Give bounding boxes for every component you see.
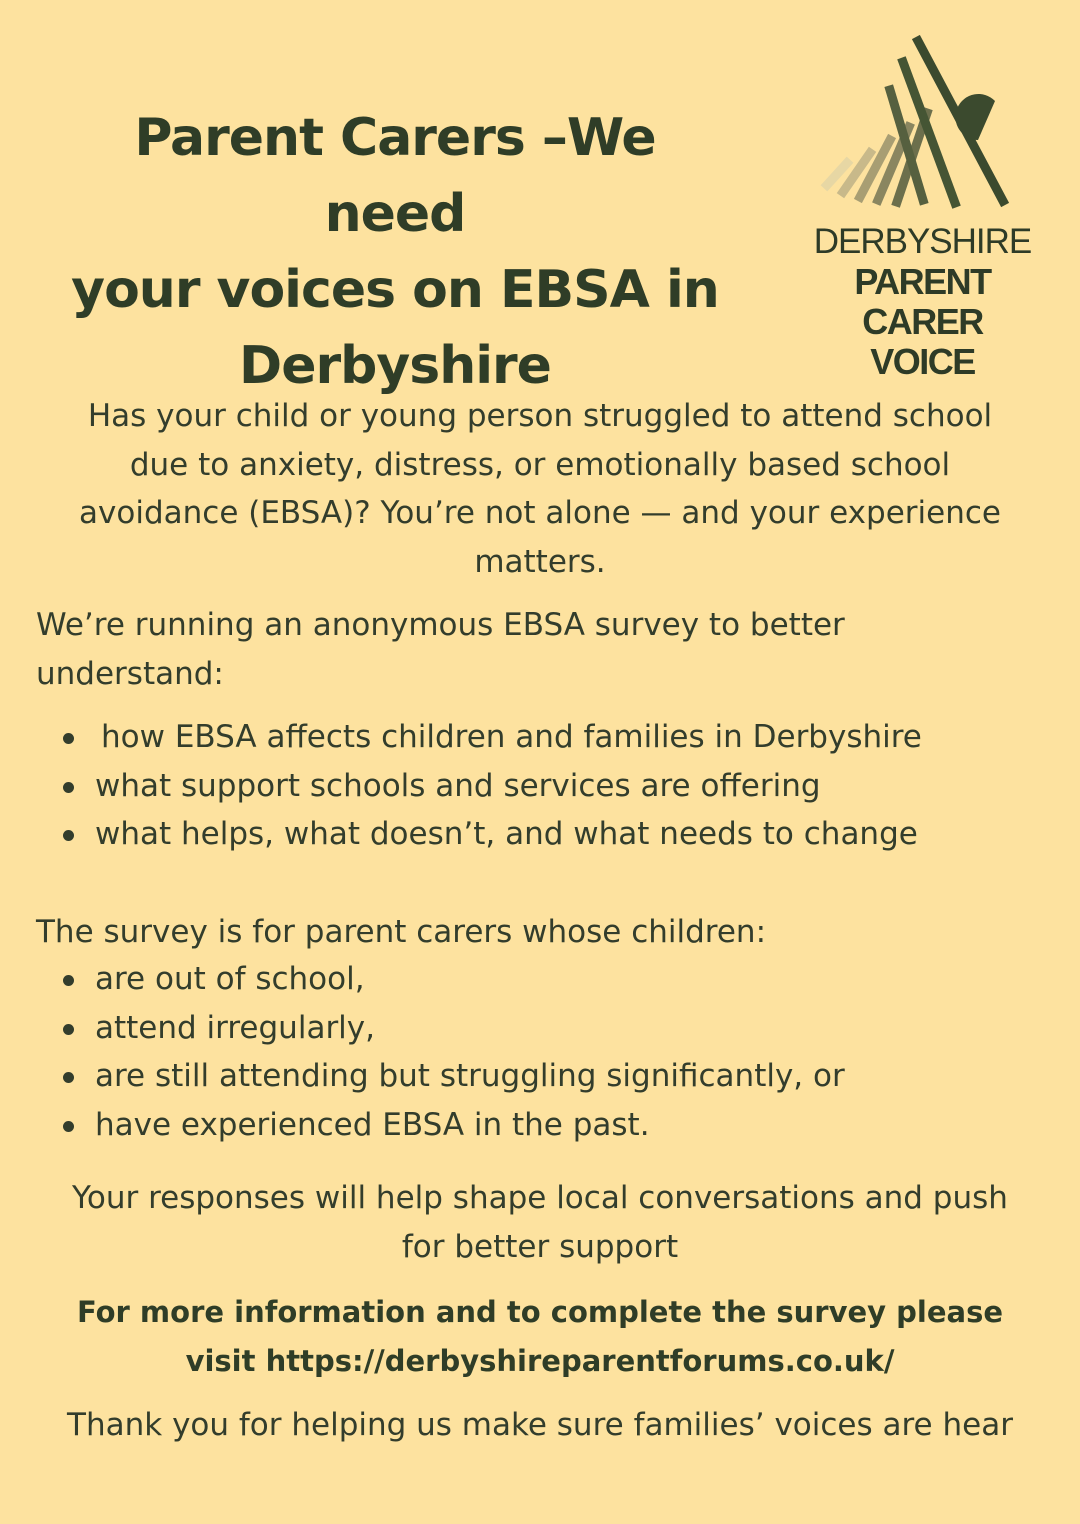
list-item: attend irregularly,	[95, 1004, 1055, 1053]
list-item: have experienced EBSA in the past.	[95, 1101, 1055, 1150]
list-item: what helps, what doesn’t, and what needs to change	[95, 810, 1055, 859]
intro-line-4: matters.	[474, 543, 606, 580]
list-item: are out of school,	[95, 955, 1055, 1004]
logo-text	[790, 222, 1055, 382]
logo-line-1: DERBYSHIRE	[813, 222, 1032, 261]
list-item: what support schools and services are offering	[95, 762, 1055, 811]
children-list	[95, 955, 1055, 1149]
intro-line-3: avoidance (EBSA)? You’re not alone — and your experience	[79, 495, 1001, 531]
list-item: how EBSA affects children and families in Derbyshire	[95, 713, 1055, 762]
survey-audience-text: The survey is for parent carers whose children:	[36, 914, 767, 950]
running-line-1: We’re running an anonymous EBSA survey to better	[36, 607, 845, 643]
more-info-line-1: For more information and to complete the survey please	[76, 1295, 1004, 1329]
logo-dome	[955, 94, 995, 140]
logo-line-2: PARENT CARER	[854, 261, 991, 342]
responses-paragraph	[40, 1174, 1040, 1271]
responses-line-1: Your responses will help shape local conversations and push	[72, 1180, 1008, 1216]
survey-purpose-paragraph	[36, 601, 1036, 698]
running-line-2: understand:	[36, 655, 224, 692]
title-line-1: Parent Carers –We need	[134, 108, 656, 244]
page-title	[60, 100, 730, 404]
intro-line-2: due to anxiety, distress, or emotionally based school	[129, 446, 951, 483]
responses-line-2: for better support	[401, 1228, 679, 1265]
list-item: are still attending but struggling significantly, or	[95, 1052, 1055, 1101]
understand-list	[95, 713, 1055, 859]
logo-line-3: VOICE	[870, 341, 975, 382]
survey-link[interactable]: visit https://derbyshireparentforums.co.uk/	[185, 1343, 895, 1378]
parent-carer-voice-logo-icon	[815, 35, 1015, 210]
logo-stripe	[827, 163, 847, 185]
thank-you-text: Thank you for helping us make sure families’ voices are hear	[67, 1407, 1013, 1443]
title-line-3: Derbyshire	[239, 336, 551, 396]
intro-line-1: Has your child or young person struggled to attend school	[87, 398, 993, 434]
title-line-2: your voices on EBSA in	[71, 260, 719, 320]
intro-paragraph	[40, 392, 1040, 586]
more-info-paragraph	[40, 1288, 1040, 1385]
